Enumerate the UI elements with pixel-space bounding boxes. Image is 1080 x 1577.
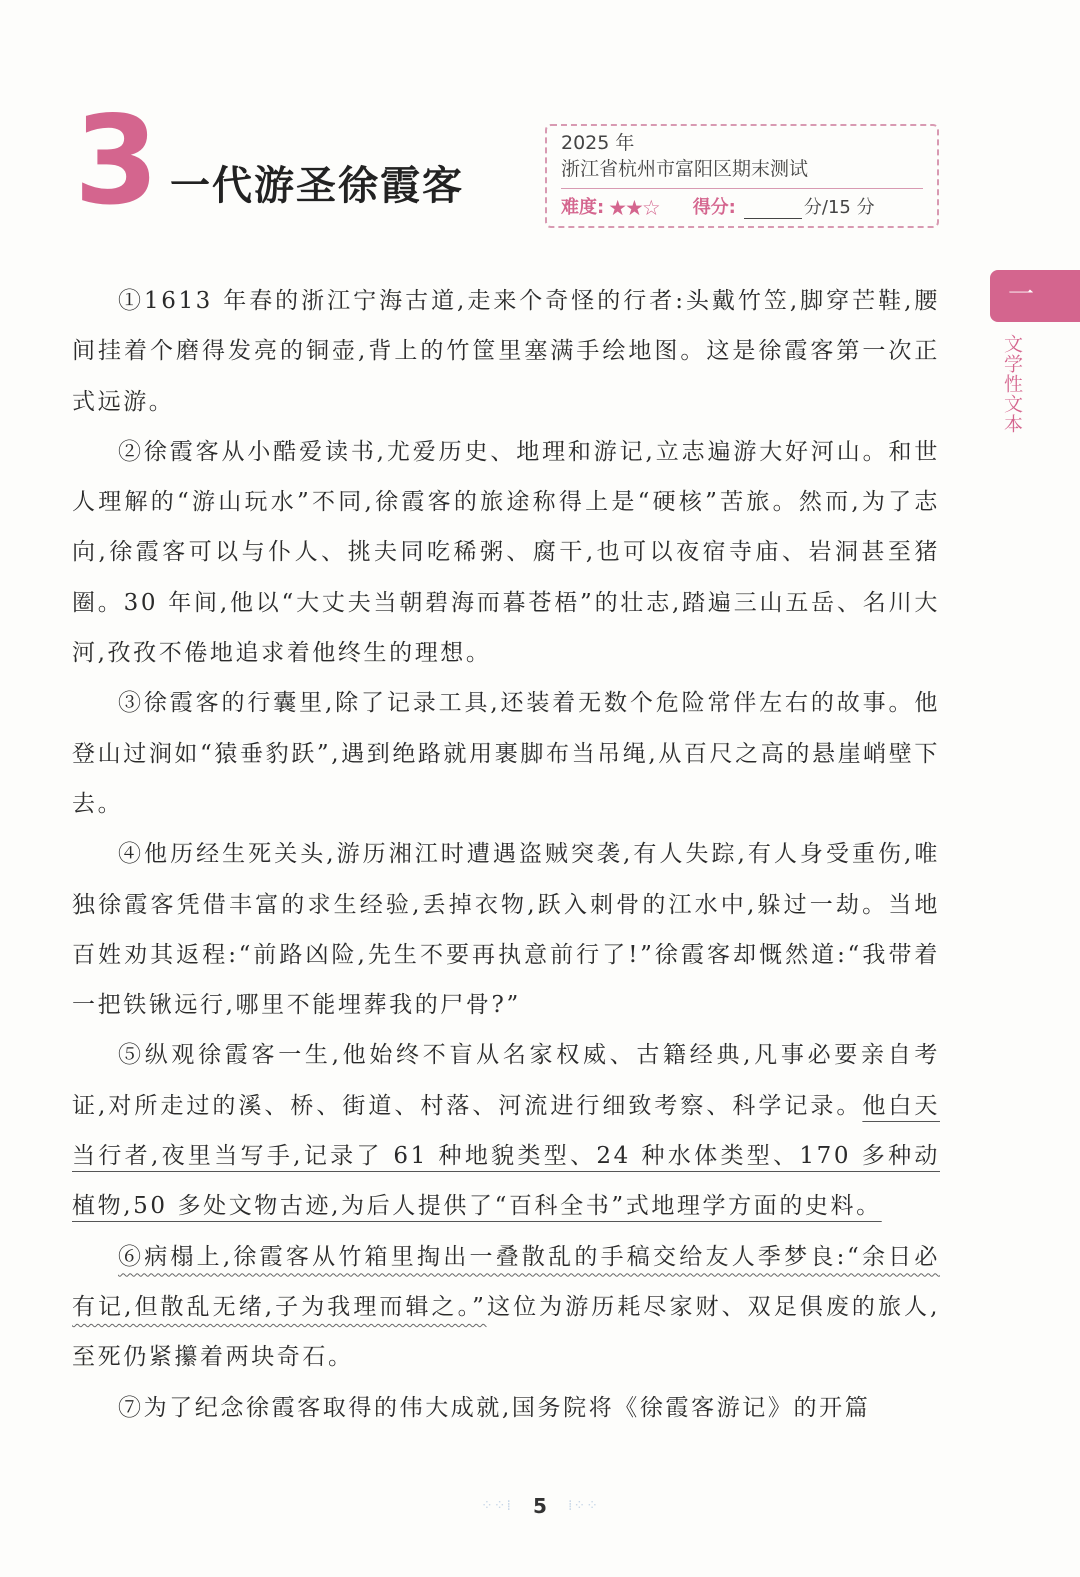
score-blank[interactable]	[744, 198, 802, 219]
footer-ornament-right-icon: ⁞⁘⁘	[568, 1498, 599, 1514]
paragraph-6-plain: 这位为游历耗尽家财、双足俱废的旅人,至死仍紧攥着两块奇石。	[72, 1293, 940, 1371]
star-filled-icon: ★★	[608, 196, 642, 220]
paragraph-2: ②徐霞客从小酷爱读书,尤爱历史、地理和游记,立志遍游大好河山。和世人理解的“游山玩水”不同,徐霞客的旅途称得上是“硬核”苦旅。然而,为了志向,徐霞客可以与仆人、挑夫同吃稀粥、腐干,也可以夜宿寺庙、岩洞甚至猪圈。30 年间,他以“大丈夫当朝碧海而暮苍梧”的壮志,踏遍三山五岳、名川大河,孜孜不倦地追求着他终生的理想。	[72, 438, 940, 667]
score-total: 分/15 分	[803, 197, 875, 218]
difficulty-score-row	[561, 193, 923, 223]
paragraph-4: ④他历经生死关头,游历湘江时遭遇盗贼突袭,有人失踪,有人身受重伤,唯独徐霞客凭借丰富的求生经验,丢掉衣物,跃入刺骨的江水中,躲过一劫。当地百姓劝其返程:“前路凶险,先生不要再执意前行了!”徐霞客却慨然道:“我带着一把铁锹远行,哪里不能埋葬我的尸骨?”	[72, 841, 940, 1019]
page-footer	[0, 1494, 1080, 1518]
paragraph-5-plain: ⑤纵观徐霞客一生,他始终不盲从名家权威、古籍经典,凡事必要亲自考证,对所走过的溪、桥、街道、村落、河流进行细致考察、科学记录。	[72, 1042, 940, 1119]
exam-info-box	[545, 124, 939, 228]
paragraph-5-underlined: 他白天当行者,夜里当写手,记录了 61 种地貌类型、24 种水体类型、170 多种动植物,50 多处文物古迹,为后人提供了“百科全书”式地理学方面的史料。	[72, 1092, 940, 1220]
paragraph-1: ①1613 年春的浙江宁海古道,走来个奇怪的行者:头戴竹笠,脚穿芒鞋,腰间挂着个磨得发亮的铜壶,背上的竹筐里塞满手绘地图。这是徐霞客第一次正式远游。	[72, 288, 940, 415]
difficulty-label: 难度:	[561, 197, 605, 218]
footer-ornament-left-icon: ⁘⁘⁞	[481, 1498, 512, 1514]
category-label: 文学性文本	[1001, 334, 1023, 434]
paragraph-7: ⑦为了纪念徐霞客取得的伟大成就,国务院将《徐霞客游记》的开篇	[118, 1394, 871, 1421]
lesson-title: 一代游圣徐霞客	[170, 163, 464, 209]
lesson-number: 3	[74, 90, 159, 232]
score-label: 得分:	[692, 197, 736, 218]
exam-name: 浙江省杭州市富阳区期末测试	[561, 156, 923, 189]
unit-tab: 一	[990, 270, 1080, 322]
star-empty-icon: ☆	[641, 196, 659, 220]
paragraph-5	[72, 1030, 940, 1231]
article-body	[72, 276, 940, 1433]
page-number: 5	[533, 1494, 547, 1518]
paragraph-6-wavy-underlined: ⑥病榻上,徐霞客从竹箱里掏出一叠散乱的手稿交给友人季梦良:“余日必有记,但散乱无绪,子为我理而辑之。”	[72, 1243, 940, 1320]
exam-year: 2025 年	[561, 132, 635, 154]
paragraph-6	[72, 1232, 940, 1383]
paragraph-3: ③徐霞客的行囊里,除了记录工具,还装着无数个危险常伴左右的故事。他登山过涧如“猿垂豹跃”,遇到绝路就用裹脚布当吊绳,从百尺之高的悬崖峭壁下去。	[72, 690, 940, 817]
difficulty-stars	[608, 193, 658, 223]
